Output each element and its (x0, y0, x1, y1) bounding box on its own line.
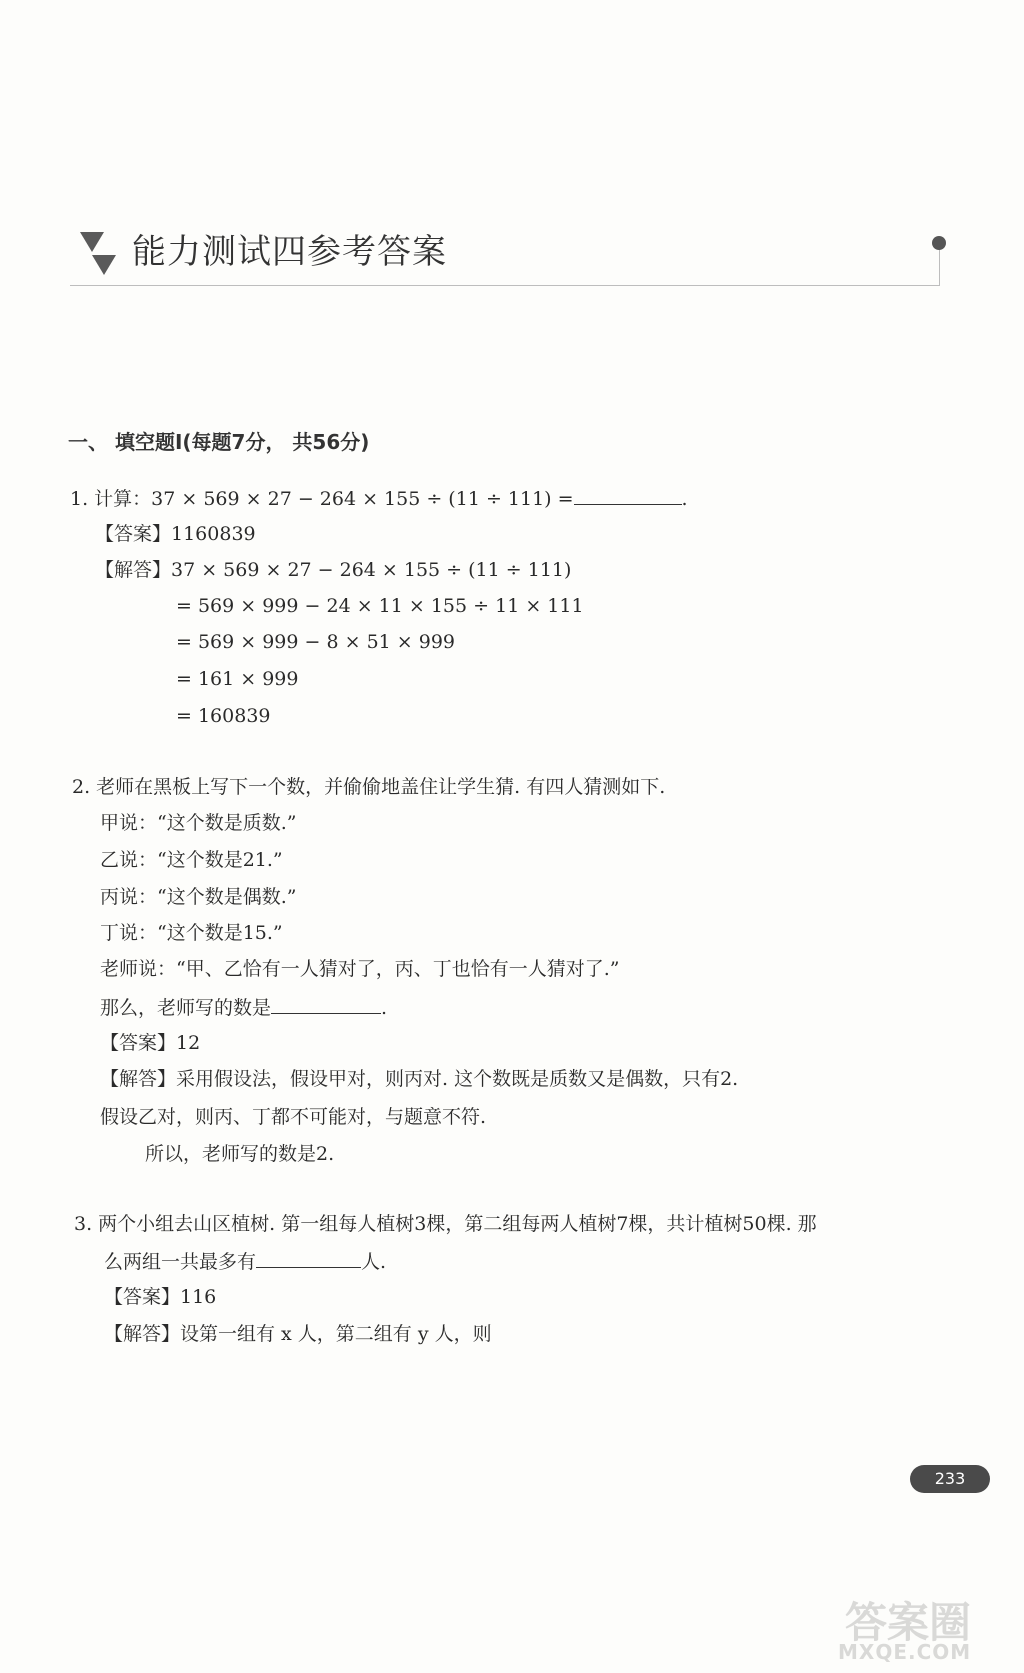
q2-ask (100, 995, 387, 1020)
q3-solution-line: 【解答】设第一组有 x 人，第二组有 y 人，则 (104, 1323, 492, 1345)
q1-prompt-end: . (681, 488, 688, 510)
q1-answer: 【答案】1160839 (95, 523, 256, 545)
q2-line: 乙说：“这个数是21.” (100, 849, 283, 871)
section-heading: 一、 填空题Ⅰ(每题7分， 共56分) (68, 430, 370, 454)
q1-solution-line: = 161 × 999 (176, 668, 299, 690)
q1-solution-line: = 569 × 999 − 8 × 51 × 999 (176, 631, 456, 653)
q2-ask-text: 那么，老师写的数是 (100, 997, 272, 1019)
q2-line: 老师说：“甲、乙恰有一人猜对了，丙、丁也恰有一人猜对了.” (100, 958, 620, 980)
header-rule-end (939, 245, 940, 285)
header-dot-icon (932, 236, 946, 250)
q3-answer-blank (256, 1249, 361, 1268)
q2-solution-line: 所以，老师写的数是2. (145, 1143, 335, 1165)
q1-solution-line: = 160839 (176, 705, 271, 727)
q2-line: 甲说：“这个数是质数.” (100, 812, 297, 834)
q1-prompt-text: 1. 计算：37 × 569 × 27 − 264 × 155 ÷ (11 ÷ 111) = (70, 488, 574, 510)
q2-ask-end: . (381, 997, 388, 1019)
q1-solution-line: 【解答】37 × 569 × 27 − 264 × 155 ÷ (11 ÷ 111) (95, 559, 572, 581)
q3-line: 3. 两个小组去山区植树. 第一组每人植树3棵，第二组每两人植树7棵，共计植树50棵. 那 (74, 1213, 817, 1235)
q3-line2-end: 人. (361, 1251, 387, 1273)
page-number-badge: 233 (910, 1465, 990, 1493)
q3-line2 (104, 1249, 386, 1274)
q2-line: 丁说：“这个数是15.” (100, 922, 283, 944)
q1-solution-line: = 569 × 999 − 24 × 11 × 155 ÷ 11 × 111 (176, 595, 584, 617)
q2-solution-line: 【解答】采用假设法，假设甲对，则丙对. 这个数既是质数又是偶数，只有2. (100, 1068, 739, 1090)
watermark-url-text: MXQE.COM (838, 1640, 972, 1664)
q2-answer-blank (271, 995, 381, 1014)
q2-solution-line: 假设乙对，则丙、丁都不可能对，与题意不符. (100, 1106, 487, 1128)
q3-line2-text: 么两组一共最多有 (104, 1251, 257, 1273)
q1-prompt (70, 486, 688, 511)
header-rule (70, 285, 940, 286)
watermark-logo-text: 答案圈 (845, 1598, 972, 1647)
header-triangle-icon (80, 232, 104, 252)
header-triangle-icon (92, 255, 116, 275)
q2-answer: 【答案】12 (100, 1032, 201, 1054)
page-title: 能力测试四参考答案 (132, 232, 447, 272)
q2-line: 丙说：“这个数是偶数.” (100, 886, 297, 908)
q1-answer-blank (574, 486, 682, 505)
q3-answer: 【答案】116 (104, 1286, 217, 1308)
q2-line: 2. 老师在黑板上写下一个数，并偷偷地盖住让学生猜. 有四人猜测如下. (72, 776, 666, 798)
